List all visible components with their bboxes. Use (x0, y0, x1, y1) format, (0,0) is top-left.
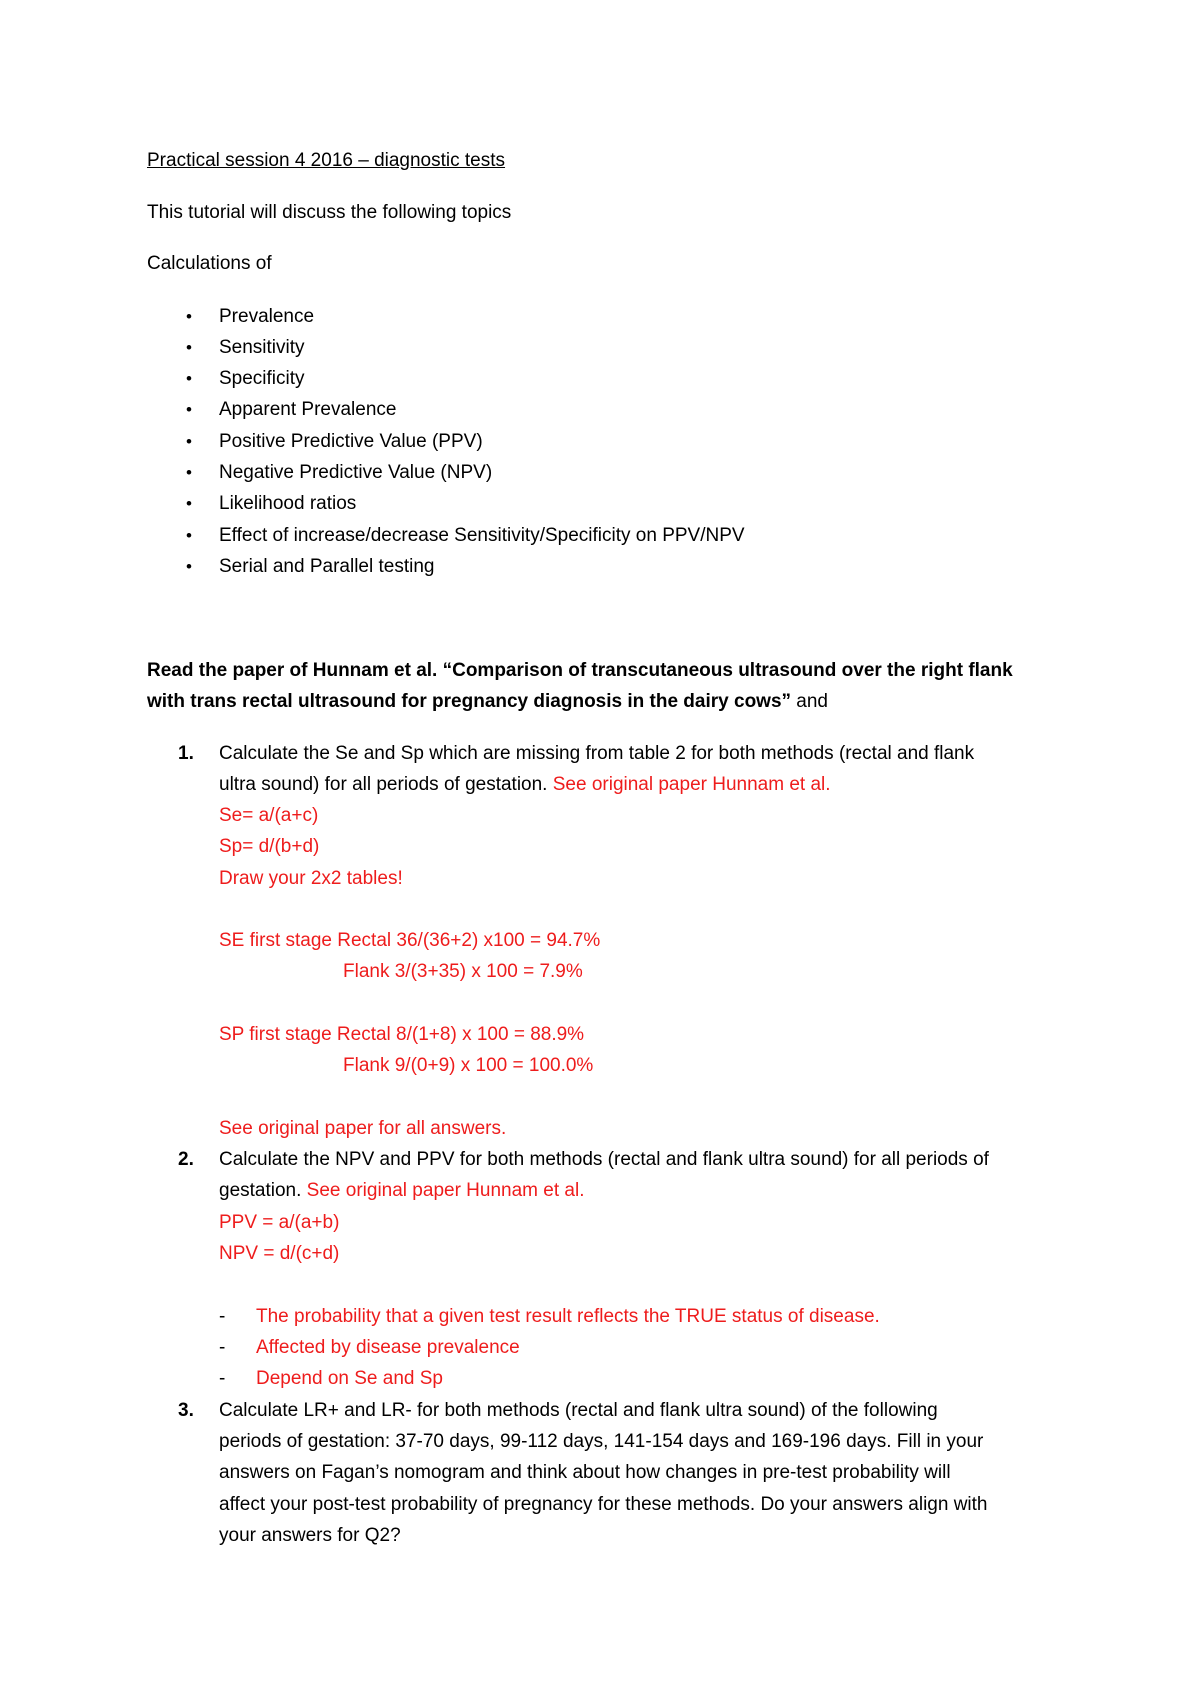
list-item: Effect of increase/decrease Sensitivity/Specificity on PPV/NPV (219, 525, 745, 546)
list-item: Specificity (219, 368, 305, 389)
q1-text-line2-black: ultra sound) for all periods of gestation. (219, 774, 548, 795)
intro-text: This tutorial will discuss the following topics (147, 202, 512, 223)
bullet-glyph: • (186, 557, 192, 576)
sp-flank-answer: Flank 9/(0+9) x 100 = 100.0% (343, 1055, 594, 1076)
dash-glyph: - (219, 1368, 226, 1389)
list-item: Apparent Prevalence (219, 399, 397, 420)
read-paper-and: and (791, 691, 828, 712)
read-paper-line2 (147, 690, 828, 714)
q2-text-line2 (219, 1179, 584, 1203)
sp-rectal-answer: SP first stage Rectal 8/(1+8) x 100 = 88.9% (219, 1024, 585, 1045)
q1-text-line2 (219, 773, 831, 797)
draw-tables-note: Draw your 2x2 tables! (219, 868, 403, 889)
page-title: Practical session 4 2016 – diagnostic tests (147, 150, 506, 171)
paper-title-end: with trans rectal ultrasound for pregnancy diagnosis in the dairy cows” (147, 691, 792, 712)
question-number-3: 3. (178, 1400, 194, 1421)
read-paper-line1: Read the paper of Hunnam et al. “Comparison of transcutaneous ultrasound over the right flank (147, 660, 1013, 681)
q2-note: Affected by disease prevalence (256, 1337, 520, 1358)
se-flank-answer: Flank 3/(3+35) x 100 = 7.9% (343, 961, 583, 982)
list-item: Serial and Parallel testing (219, 556, 435, 577)
q3-text-line5: your answers for Q2? (219, 1525, 401, 1546)
list-item: Likelihood ratios (219, 493, 357, 514)
q3-text-line4: affect your post-test probability of pregnancy for these methods. Do your answers align with (219, 1494, 988, 1515)
q2-see-original: See original paper Hunnam et al. (301, 1180, 585, 1201)
q1-text-line1: Calculate the Se and Sp which are missing from table 2 for both methods (rectal and flank (219, 743, 975, 764)
bullet-glyph: • (186, 338, 192, 357)
bullet-glyph: • (186, 526, 192, 545)
sp-formula: Sp= d/(b+d) (219, 836, 320, 857)
se-rectal-answer: SE first stage Rectal 36/(36+2) x100 = 94.7% (219, 930, 601, 951)
list-item: Prevalence (219, 306, 315, 327)
question-number-1: 1. (178, 743, 194, 764)
dash-glyph: - (219, 1337, 226, 1358)
q3-text-line3: answers on Fagan’s nomogram and think about how changes in pre-test probability will (219, 1462, 951, 1483)
bullet-glyph: • (186, 400, 192, 419)
list-item: Positive Predictive Value (PPV) (219, 431, 483, 452)
ppv-formula: PPV = a/(a+b) (219, 1212, 340, 1233)
list-item: Negative Predictive Value (NPV) (219, 462, 493, 483)
bullet-glyph: • (186, 432, 192, 451)
bullet-glyph: • (186, 307, 192, 326)
q3-text-line1: Calculate LR+ and LR- for both methods (rectal and flank ultra sound) of the following (219, 1400, 938, 1421)
calculations-heading: Calculations of (147, 253, 272, 274)
question-number-2: 2. (178, 1149, 194, 1170)
list-item: Sensitivity (219, 337, 305, 358)
bullet-glyph: • (186, 494, 192, 513)
see-all-answers: See original paper for all answers. (219, 1118, 507, 1139)
q2-note: Depend on Se and Sp (256, 1368, 443, 1389)
bullet-glyph: • (186, 463, 192, 482)
q1-see-original: See original paper Hunnam et al. (547, 774, 831, 795)
dash-glyph: - (219, 1306, 226, 1327)
q2-text-line1: Calculate the NPV and PPV for both methods (rectal and flank ultra sound) for all periods of (219, 1149, 989, 1170)
q2-text-line2-black: gestation. (219, 1180, 302, 1201)
npv-formula: NPV = d/(c+d) (219, 1243, 340, 1264)
q2-note: The probability that a given test result reflects the TRUE status of disease. (256, 1306, 880, 1327)
q3-text-line2: periods of gestation: 37-70 days, 99-112 days, 141-154 days and 169-196 days. Fill in your (219, 1431, 984, 1452)
se-formula: Se= a/(a+c) (219, 805, 319, 826)
bullet-glyph: • (186, 369, 192, 388)
